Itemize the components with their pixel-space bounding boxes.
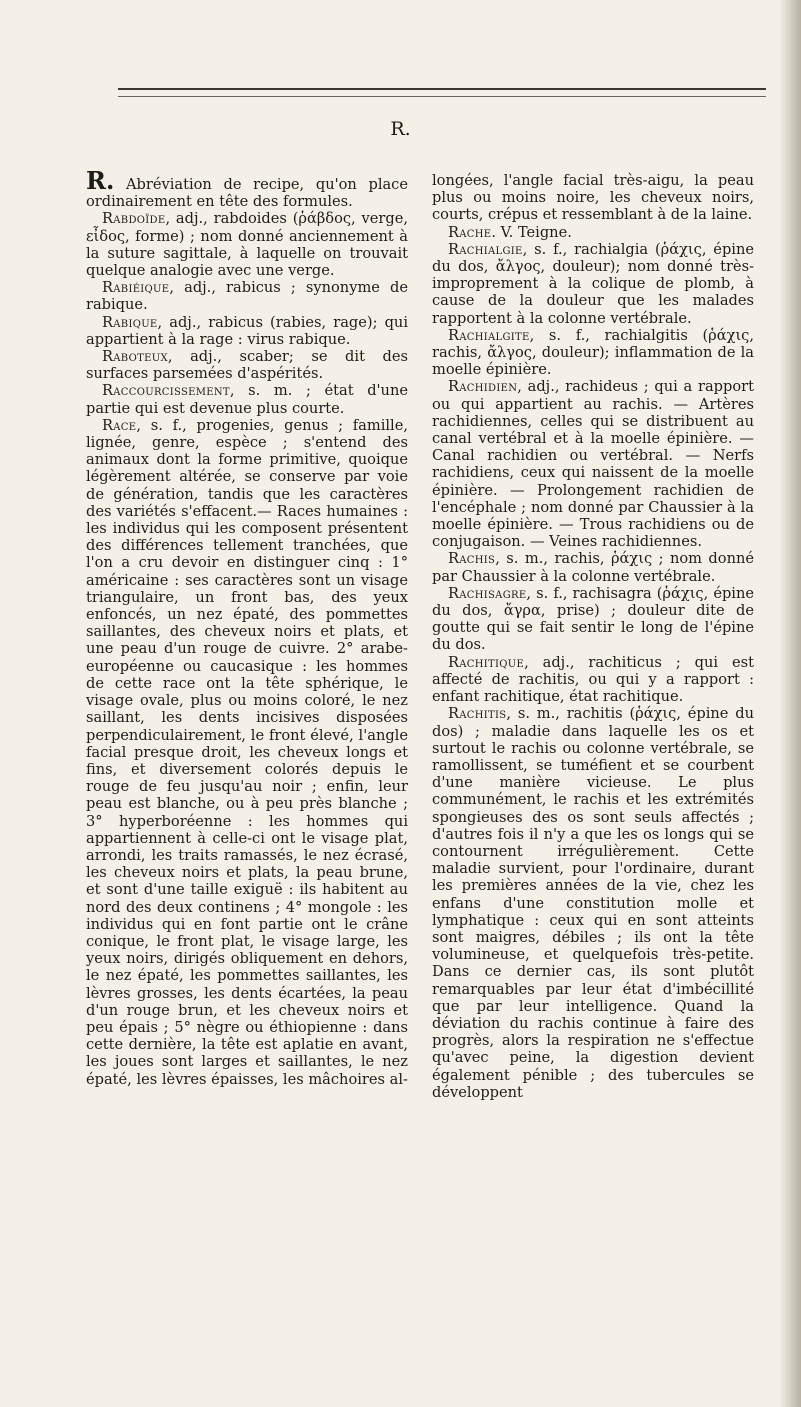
entry-headword: Rachitique [448,653,525,671]
entry-headword: Rachialgite [448,326,530,344]
entry-body: Abréviation de recipe, qu'on place ordinairement en tête des formules. [86,176,408,211]
entry-headword: Rabique [102,313,158,331]
entry-body: , adj., rabicus (rabies, rage); qui appartient à la rage : virus rabique. [86,313,408,348]
entry-headword: Raccourcissement [102,382,230,400]
left-column [86,166,408,1088]
dictionary-entry [86,210,408,279]
dictionary-entry [432,550,754,584]
entry-headword: Rache [448,223,492,241]
dictionary-entry [432,224,754,241]
entry-headword: Rachitis [448,705,507,723]
dictionary-entry [86,348,408,382]
dictionary-entry [432,705,754,1101]
entry-body: , adj., rabicus ; synonyme de rabique. [86,279,408,314]
entry-headword: Rachis [448,550,496,568]
entry-headword: Rachidien [448,378,518,396]
right-column [432,172,754,1101]
dictionary-entry [86,314,408,348]
page-header-letter: R. [390,118,411,140]
entry-body: , adj., rabdoides (ῥάβδος, verge, εἶδος, forme) ; nom donné anciennement à la suture sagittale, à laquelle on trouvait quelque analogie avec une verge. [86,210,408,280]
page-edge-shadow [779,0,801,1407]
entry-headword: Rabdoïde [102,210,166,228]
entry-headword: Rachisagre [448,584,527,602]
entry-headword: R. [86,166,115,195]
dictionary-entry [86,417,408,1088]
entry-body: , s. f., progenies, genus ; famille, lignée, genre, espèce ; s'entend des animaux dont la forme primitive, quoique légèrement altérée, se conserve par voie de génération, tandis que les caractères des variétés s'effacent.— Races humaines : les individus qui les composent présentent des différences tellement tranchées, que l'on a cru devoir en distinguer cinq : 1° américaine : ses caractères sont un visage triangulaire, un front bas, des yeux enfoncés, un nez épaté, des pommettes saillantes, des cheveux noirs et plats, et une peau d'un rouge de cuivre. 2° arabe-européenne ou caucasique : les hommes de cette race ont la tête sphérique, le visage ovale, plus ou moins coloré, le nez saillant, les dents incisives disposées perpendiculairement, le front élevé, l'angle facial presque droit, les cheveux longs et fins, et diversement colorés depuis le rouge de feu jusqu'au noir ; enfin, leur peau est blanche, ou à peu près blanche ; 3° hyperboréenne : les hommes qui appartiennent à celle-ci ont le visage plat, arrondi, les traits ramassés, le nez écrasé, les cheveux noirs et plats, la peau brune, et sont d'une taille exiguë : ils habitent au nord des deux continens ; 4° mongole : les individus qui en font partie ont le crâne conique, le front plat, le visage large, les yeux noirs, dirigés obliquement en dehors, le nez épaté, les pommettes saillantes, les lèvres grosses, les dents écartées, la peau d'un rouge brun, et les cheveux noirs et peu épais ; 5° nègre ou éthiopienne : dans cette dernière, la tête est aplatie en avant, les joues sont larges et saillantes, le nez épaté, les lèvres épaisses, les mâchoires al- [86,416,408,1088]
dictionary-entry [86,279,408,313]
dictionary-entry [432,654,754,706]
entry-body: longées, l'angle facial très-aigu, la peau plus ou moins noire, les cheveux noirs, courts, crépus et ressemblant à de la laine. [432,172,754,224]
entry-body: , s. f., rachialgitis (ῥάχις, rachis, ἄλγος, douleur); inflammation de la moelle épinière. [432,326,754,379]
entry-headword: Rachialgie [448,240,523,258]
entry-body: , adj., rachiticus ; qui est affecté de rachitis, ou qui y a rapport : enfant rachitique, état rachitique. [432,653,754,706]
dictionary-entry [86,166,408,211]
entry-body: . V. Teigne. [491,223,572,241]
entry-body: , s. f., rachialgia (ῥάχις, épine du dos, ἄλγος, douleur); nom donné très-improprement à la colique de plomb, à cause de la douleur que les malades rapportent à la colonne vertébrale. [432,240,754,327]
dictionary-entry [432,172,754,224]
entry-headword: Rabiéique [102,279,170,297]
entry-body: , s. m., rachis, ῥάχις ; nom donné par Chaussier à la colonne vertébrale. [432,550,754,585]
top-rule [118,88,766,90]
dictionary-entry [432,378,754,550]
dictionary-entry [432,241,754,327]
entry-body: , adj., rachideus ; qui a rapport ou qui appartient au rachis. — Artères rachidiennes, celles qui se distribuent au canal vertébral et à la moelle épinière. — Canal rachidien ou vertébral. — Nerfs rachidiens, ceux qui naissent de la moelle épinière. — Prolongement rachidien de l'encéphale ; nom donné par Chaussier à la moelle épinière. — Trous rachidiens ou de conjugaison. — Veines rachidiennes. [432,378,754,551]
entry-body: , s. m., rachitis (ῥάχις, épine du dos) ; maladie dans laquelle les os et surtout le rachis ou colonne vertébrale, se ramollissent, se tuméfient et se courbent d'une manière vicieuse. Le plus communément, le rachis et les extrémités spongieuses des os sont seuls affectés ; d'autres fois il n'y a que les os longs qui se contournent irrégulièrement. Cette maladie survient, pour l'ordinaire, durant les premières années de la vie, chez les enfans d'une constitution molle et lymphatique : ceux qui en sont atteints sont maigres, débiles ; ils ont la tête volumineuse, et quelquefois très-petite. Dans ce dernier cas, ils sont plutôt remarquables par leur état d'imbécillité que par leur intelligence. Quand la déviation du rachis continue à faire des progrès, alors la respiration ne s'effectue qu'avec peine, la digestion devient également pénible ; des tubercules se développent [432,705,754,1101]
entry-headword: Race [102,416,137,434]
entry-body: , s. m. ; état d'une partie qui est devenue plus courte. [86,382,408,417]
entry-body: , adj., scaber; se dit des surfaces parsemées d'aspérités. [86,348,408,383]
dictionary-entry [432,327,754,379]
top-rule-thin [118,96,766,97]
entry-body: , s. f., rachisagra (ῥάχις, épine du dos, ἄγρα, prise) ; douleur dite de goutte qui se fait sentir le long de l'épine du dos. [432,584,754,654]
dictionary-entry [432,585,754,654]
entry-headword: Raboteux [102,348,168,366]
dictionary-entry [86,382,408,416]
